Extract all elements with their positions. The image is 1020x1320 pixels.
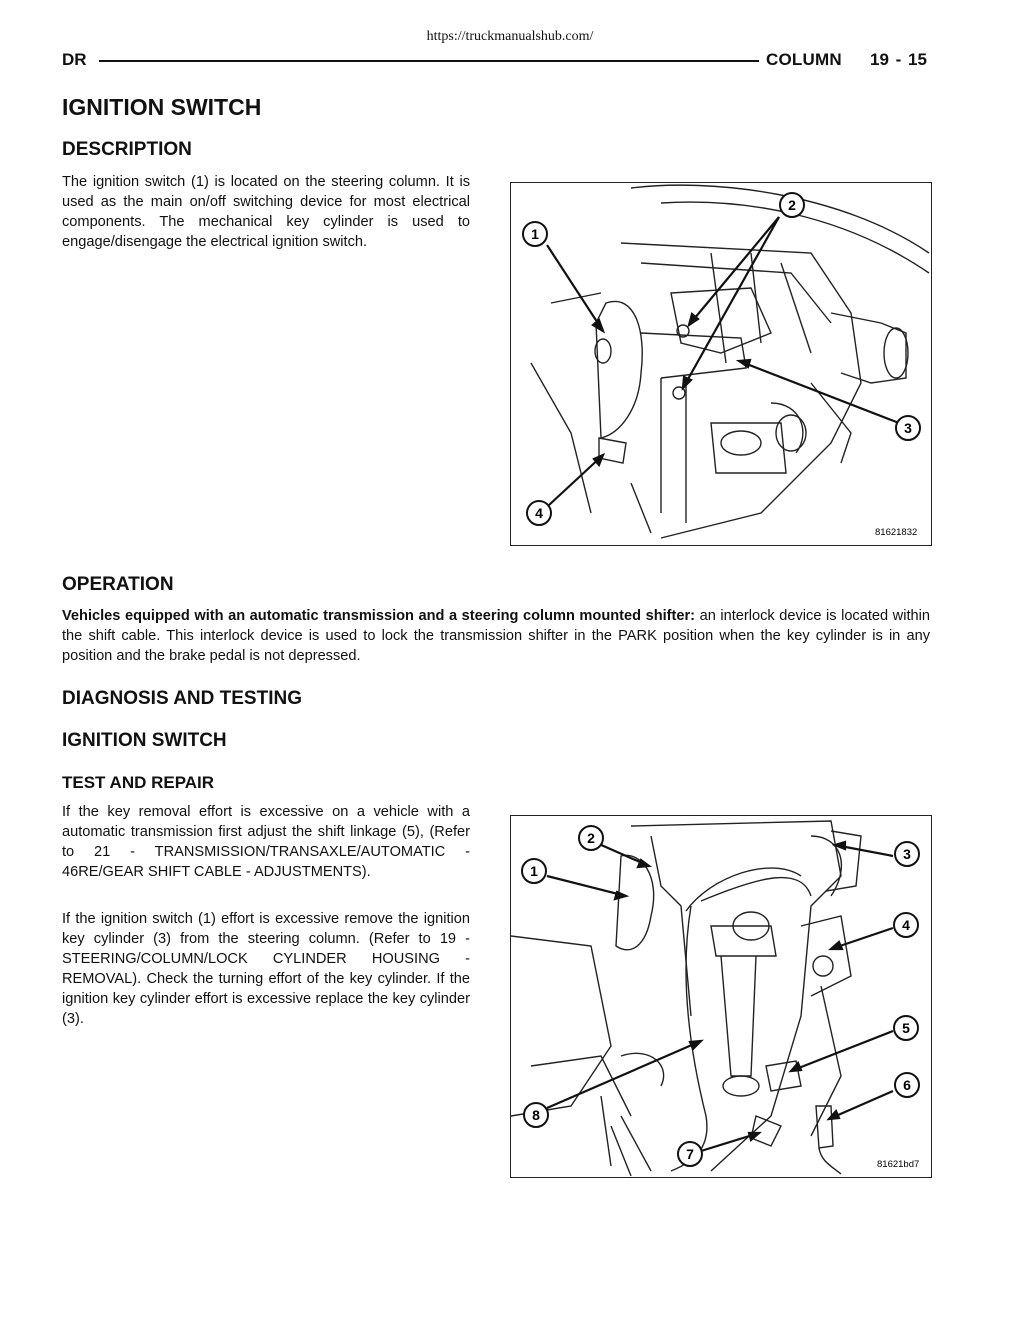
callout-3 xyxy=(895,842,919,866)
callout-8 xyxy=(524,1103,548,1127)
page-title: IGNITION SWITCH xyxy=(62,94,262,120)
source-url[interactable]: https://truckmanualshub.com/ xyxy=(426,29,594,44)
description-heading: DESCRIPTION xyxy=(62,139,192,160)
test-repair-heading: TEST AND REPAIR xyxy=(62,773,215,792)
svg-text:3: 3 xyxy=(904,420,912,436)
svg-text:6: 6 xyxy=(903,1077,911,1093)
description-text: The ignition switch (1) is located on the steering column. It is used as the main on/off switching device for most electrical components. The mechanical key cylinder is used to engage/disengage the electrical ignition switch. xyxy=(62,174,470,250)
svg-text:7: 7 xyxy=(686,1146,694,1162)
operation-text xyxy=(62,606,930,666)
test-paragraph-1: If the key removal effort is excessive on a vehicle with a automatic transmission first adjust the shift linkage (5), (Refer to 21 - TRANSMISSION/TRANSAXLE/AUTOMATIC - 46RE/GEAR SHIFT CABLE - ADJUSTMENTS). xyxy=(62,804,470,880)
operation-heading: OPERATION xyxy=(62,574,174,595)
callout-7 xyxy=(678,1142,702,1166)
ignition-switch-subheading: IGNITION SWITCH xyxy=(62,730,227,751)
column-components-figure xyxy=(510,815,932,1178)
figure-id: 81621bd7 xyxy=(877,1159,920,1170)
callout-2 xyxy=(780,193,804,217)
ignition-switch-figure xyxy=(510,182,932,546)
callout-4 xyxy=(894,913,918,937)
svg-text:2: 2 xyxy=(587,830,595,846)
svg-text:2: 2 xyxy=(788,197,796,213)
header-section: COLUMN xyxy=(766,50,842,69)
svg-text:8: 8 xyxy=(532,1107,540,1123)
header-vehicle-code: DR xyxy=(62,50,87,69)
operation-body: an interlock device is located within the shift cable. This interlock device is used to lock the transmission shifter in the PARK position when the key cylinder is in any position and the brake pedal is not depressed. xyxy=(62,608,930,664)
header-page-number: 19 - 15 xyxy=(870,50,927,69)
svg-text:1: 1 xyxy=(530,863,538,879)
callout-3 xyxy=(896,416,920,440)
column-components-illustration xyxy=(511,816,931,1177)
operation-lead: Vehicles equipped with an automatic transmission and a steering column mounted shifter: xyxy=(62,608,696,624)
callout-4 xyxy=(527,501,551,525)
svg-text:5: 5 xyxy=(902,1020,910,1036)
test-paragraph-2: If the ignition switch (1) effort is excessive remove the ignition key cylinder (3) from the steering column. (Refer to 19 - STEERING/COLUMN/LOCK CYLINDER HOUSING - REMOVAL). Check the turning effort of the key cylinder. If the ignition key cylinder effort is excessive replace the key cylinder (3). xyxy=(62,911,470,1027)
figure-id: 81621832 xyxy=(875,527,918,538)
diagnosis-heading: DIAGNOSIS AND TESTING xyxy=(62,688,302,709)
svg-text:3: 3 xyxy=(903,846,911,862)
callout-2 xyxy=(579,826,603,850)
callout-6 xyxy=(895,1073,919,1097)
callout-1 xyxy=(523,222,547,246)
svg-text:4: 4 xyxy=(902,917,910,933)
svg-text:4: 4 xyxy=(535,505,543,521)
ignition-switch-illustration xyxy=(511,183,931,545)
callout-1 xyxy=(522,859,546,883)
callout-5 xyxy=(894,1016,918,1040)
header-rule xyxy=(99,60,759,62)
svg-text:1: 1 xyxy=(531,226,539,242)
